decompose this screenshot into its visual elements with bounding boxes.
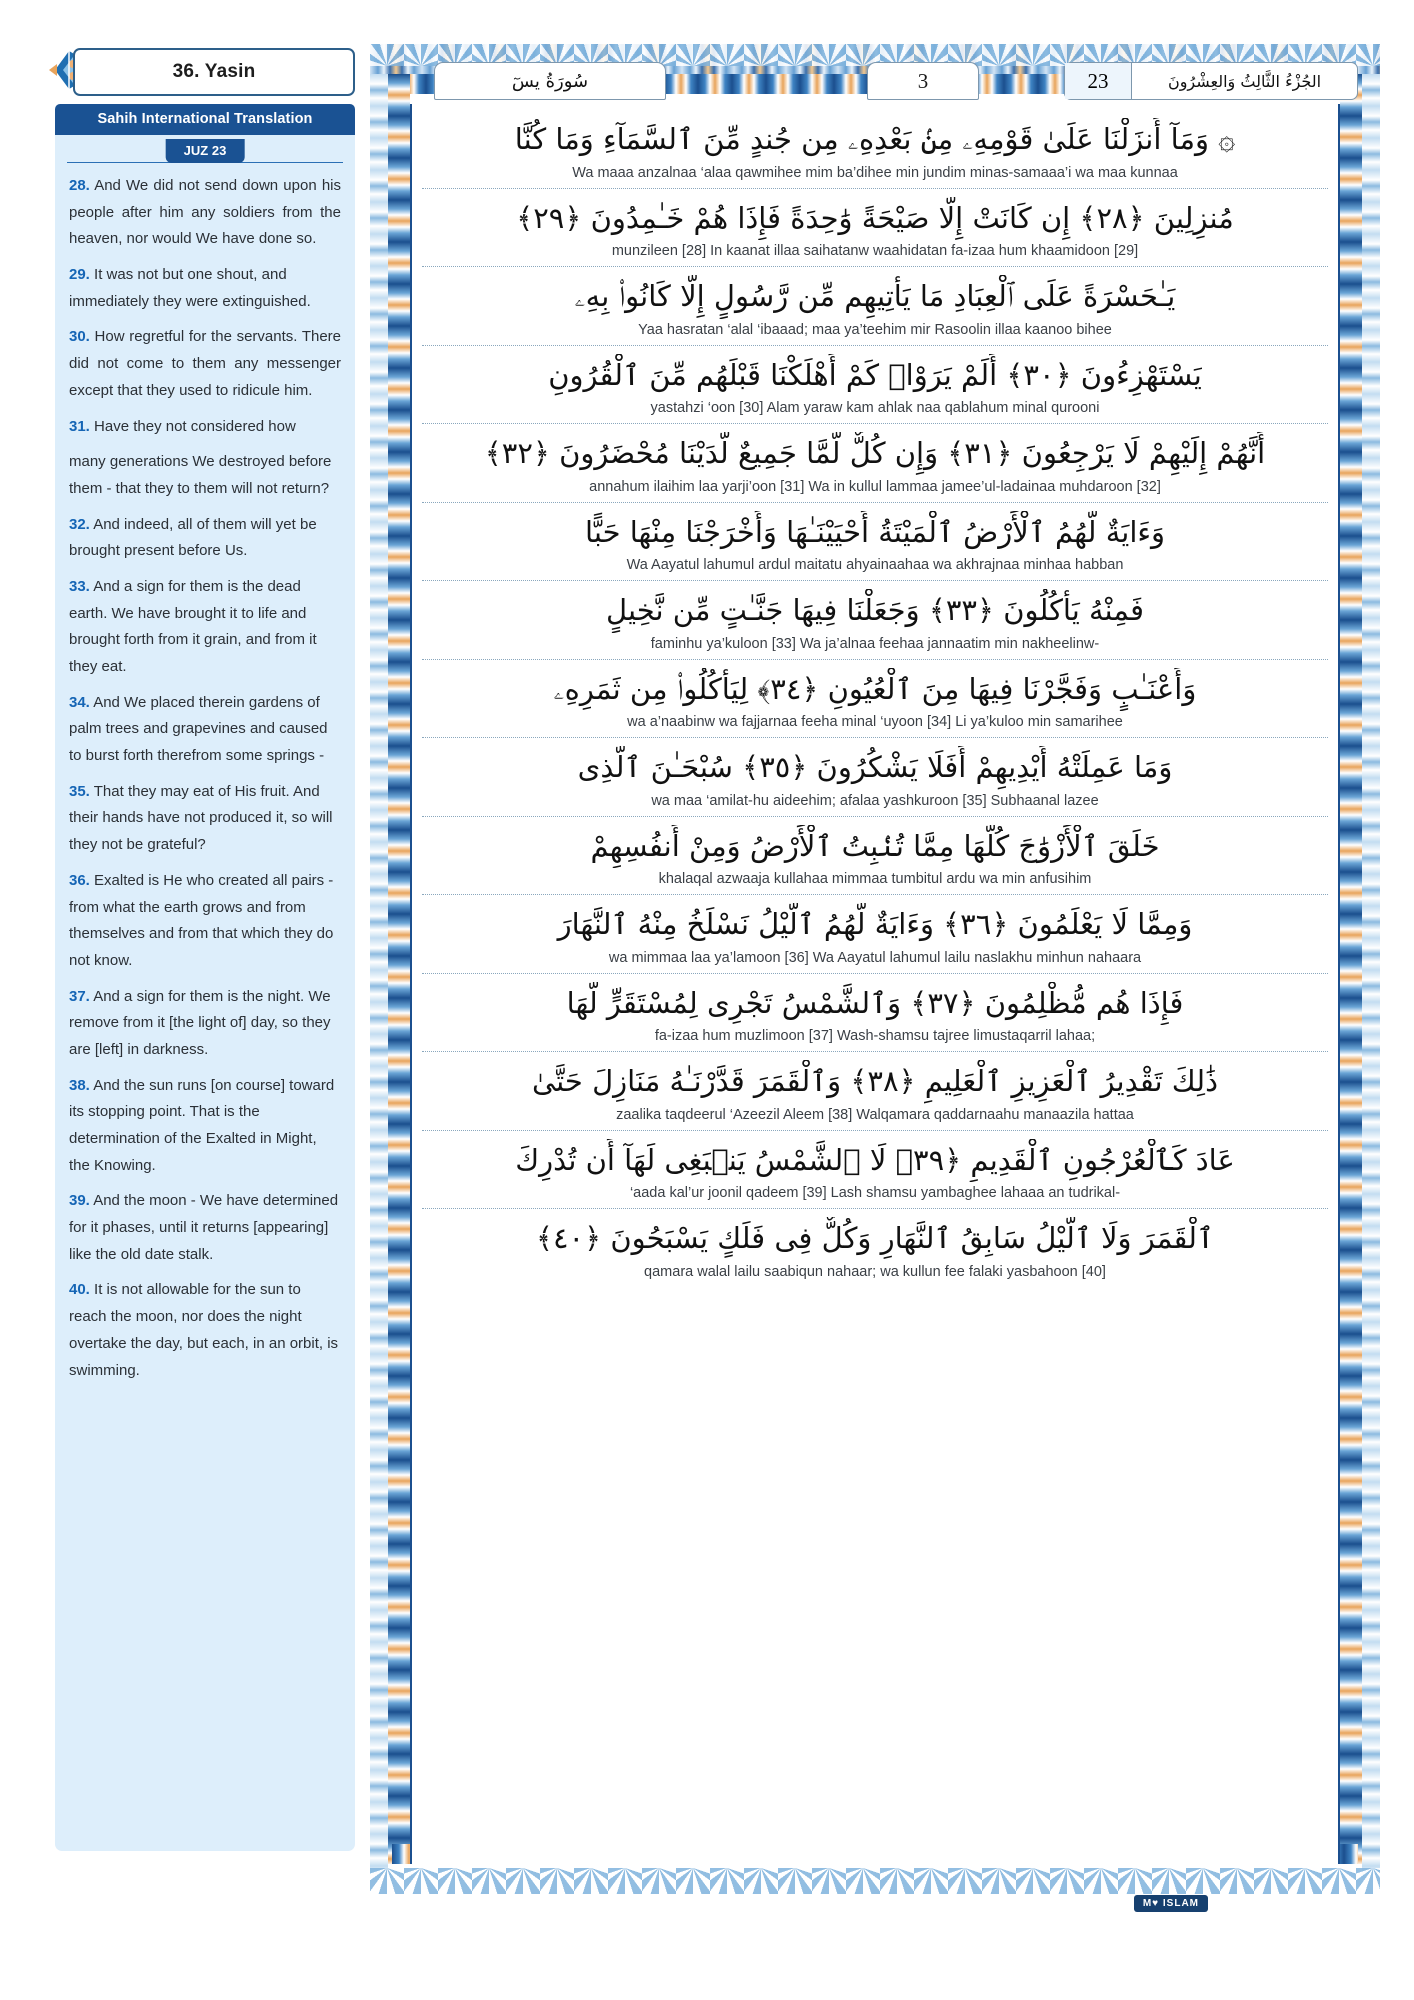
verse-text: And a sign for them is the dead earth. We have brought it to life and brought forth from it grain, and from it they eat. [69,577,317,675]
verse-paragraph [69,262,341,315]
verse-paragraph [69,1277,341,1384]
juz-number: 23 [1065,63,1132,99]
verse-number: 30. [69,328,90,346]
ayah-transliteration: Wa maaa anzalnaa ‘alaa qawmihee mim ba’dihee min jundim minas-samaaa’i wa maa kunnaa [572,164,1178,181]
verse-paragraph [69,574,341,681]
ayah-block [422,1052,1328,1131]
frame-bottom-teeth [370,1868,1380,1894]
verse-number: 38. [69,1076,90,1094]
ayah-arabic-text: يَسْتَهْزِءُونَ ﴿٣٠﴾ أَلَمْ يَرَوْا۟ كَمْ أَهْلَكْنَا قَبْلَهُم مِّنَ ٱلْقُرُونِ [548,357,1202,392]
ayah-transliteration: ‘aada kal’ur joonil qadeem [39] Lash shamsu yambaghee lahaaa an tudrikal- [629,1185,1121,1201]
ayah-block [422,1209,1328,1287]
ayah-arabic-text: ٱلْقَمَرَ وَلَا ٱلَّيْلُ سَابِقُ ٱلنَّهَارِ وَكُلٌّ فِى فَلَكٍ يَسْبَحُونَ ﴿٤٠﴾ [535,1221,1215,1255]
verse-number: 36. [69,871,90,889]
verse-paragraph [69,414,341,441]
ayah-list [410,104,1340,1864]
ayah-transliteration: qamara walal lailu saabiqun nahaar; wa kullun fee falaki yasbahoon [40] [644,1263,1106,1280]
juz-badge: JUZ 23 [166,139,245,163]
ayah-block [422,424,1328,503]
verse-text: many generations We destroyed before them - that they to them will not return? [69,453,332,497]
verse-paragraph [69,173,341,253]
verse-text: It was not but one shout, and immediately they were extinguished. [69,266,311,310]
ayah-block [422,974,1328,1053]
ayah-arabic-text: فَمِنْهُ يَأْكُلُونَ ﴿٣٣﴾ وَجَعَلْنَا فِيهَا جَنَّـٰتٍ مِّن نَّخِيلٍ [606,593,1144,627]
ayah-block [422,346,1328,425]
page-header [392,60,1358,102]
verse-text: How regretful for the servants. There did not come to them any messenger except that they used to ridicule him. [69,328,342,399]
verse-text: And indeed, all of them will yet be brought present before Us. [69,515,317,560]
juz-row [55,135,355,165]
frame-right-inner [1340,74,1362,1864]
ayah-arabic-text: فَإِذَا هُم مُّظْلِمُونَ ﴿٣٧﴾ وَٱلشَّمْسُ تَجْرِى لِمُسْتَقَرٍّ لَّهَا [566,985,1184,1020]
verse-text: Exalted is He who created all pairs - from what the earth grows and from themselves and from that which they do not know. [69,871,334,969]
frame-left-outer [370,74,388,1874]
frame-right-outer [1362,74,1380,1874]
ayah-arabic-text: وَمِمَّا لَا يَعْلَمُونَ ﴿٣٦﴾ وَءَايَةٌ لَّهُمُ ٱلَّيْلُ نَسْلَخُ مِنْهُ ٱلنَّهَارَ [557,907,1193,941]
verse-number: 31. [69,417,90,435]
surah-title-text: 36. Yasin [172,61,256,82]
ayah-transliteration: annahum ilaihim laa yarji’oon [31] Wa in kullul lammaa jamee’ul-ladainaa muhdaroon [32] [589,478,1161,495]
ayah-transliteration: yastahzi ‘oon [30] Alam yaraw kam ahlak naa qablahum minal quroonі [650,400,1100,416]
verse-text: And We placed therein gardens of palm trees and grapevines and caused to burst forth therefrom some springs - [69,693,328,765]
ayah-transliteration: faminhu ya’kuloon [33] Wa ja’alnaa feehaa jannaatim min nakheelinw- [650,635,1100,652]
verse-number: 34. [69,693,90,711]
ayah-block [422,895,1328,974]
ayah-arabic-text: ۞ وَمَآ أَنزَلْنَا عَلَىٰ قَوْمِهِۦ مِنۢ بَعْدِهِۦ مِن جُندٍ مِّنَ ٱلسَّمَآءِ وَمَا كُنَّا [514,122,1236,156]
verse-paragraph [69,1073,341,1180]
ayah-transliteration: zaalika taqdeerul ‘Azeezil Aleem [38] Walqamara qaddarnaahu manaazila hattaa [616,1106,1134,1123]
ayah-transliteration: fa-izaa hum muzlimoon [37] Wash-shamsu tajree limustaqarril lahaa; [654,1028,1096,1044]
ayah-block [422,1131,1328,1210]
ayah-transliteration: Yaa hasratan ‘alal ‘ibaaad; maa ya’teehim mir Rasoolin illaa kaanoo bihee [638,321,1112,338]
ayah-arabic-text: وَمَا عَمِلَتْهُ أَيْدِيهِمْ أَفَلَا يَشْكُرُونَ ﴿٣٥﴾ سُبْحَـٰنَ ٱلَّذِى [577,750,1173,784]
verse-paragraph [69,449,341,502]
verse-paragraph [69,779,341,859]
ayah-transliteration: munzileen [28] In kaanat illaa saihatanw waahidatan fa-izaa hum khaamidoon [29] [611,243,1139,259]
verse-text: Have they not considered how [94,417,296,435]
ayah-block [422,738,1328,817]
ayah-arabic-text: مُنزِلِينَ ﴿٢٨﴾ إِن كَانَتْ إِلَّا صَيْحَةً وَٰحِدَةً فَإِذَا هُمْ خَـٰمِدُونَ ﴿٢٩﴾ [516,200,1234,235]
verse-number: 35. [69,782,90,800]
ayah-block [422,581,1328,660]
verse-paragraph [69,868,341,975]
ayah-arabic-text: عَادَ كَٱلْعُرْجُونِ ٱلْقَدِيمِ ﴿٣٩﴾ لَا ٱلشَّمْسُ يَنۢبَغِى لَهَآ أَن تُدْرِكَ [515,1142,1235,1177]
verse-paragraph [69,324,341,404]
ayah-transliteration: wa mimmaa laa ya’lamoon [36] Wa Aayatul lahumul lailu naslakhu minhun nahaara [608,949,1142,966]
verse-number: 28. [69,177,90,194]
verse-paragraph [69,984,341,1064]
surah-name-arabic-cartouche [434,62,666,100]
page-number: 3 [917,68,929,93]
ayah-arabic-text: أَنَّهُمْ إِلَيْهِمْ لَا يَرْجِعُونَ ﴿٣١﴾ وَإِن كُلٌّ لَّمَّا جَمِيعٌ لَّدَيْنَا مُحْضَرُونَ ﴿٣٢﴾ [484,436,1266,470]
watermark-badge: M♥ ISLAM [1134,1895,1208,1912]
surah-title-box [73,48,355,96]
ayah-transliteration: Wa Aayatul lahumul ardul maitatu ahyainaahaa wa akhrajnaa minhaa habban [626,557,1124,573]
ayah-block [422,267,1328,346]
verse-number: 39. [69,1192,90,1210]
verse-text: It is not allowable for the sun to reach the moon, nor does the night overtake the day, but each, in an orbit, is swimming. [69,1281,339,1379]
verse-text: And We did not send down upon his people after him any soldiers from the heaven, nor would We have done so. [69,177,341,248]
ayah-arabic-text: وَأَعْنَـٰبٍ وَفَجَّرْنَا فِيهَا مِنَ ٱلْعُيُونِ ﴿٣٤﴾ لِيَأْكُلُوا۟ مِن ثَمَرِهِۦ [553,671,1197,706]
ayah-block [422,817,1328,896]
surah-name-arabic: سُورَةُ يسٓ [511,70,589,92]
ayah-transliteration: khalaqal azwaaja kullahaa mimmaa tumbitul ardu wa min anfusihim [658,871,1092,887]
ayah-block [422,189,1328,268]
verse-paragraph [69,1188,341,1268]
ayah-block [422,110,1328,189]
verse-text: And the sun runs [on course] toward its stopping point. That is the determination of the Exalted in Might, the Knowing. [69,1076,335,1174]
ayah-arabic-text: خَلَقَ ٱلْأَزْوَٰجَ كُلَّهَا مِمَّا تُنۢبِتُ ٱلْأَرْضُ وَمِنْ أَنفُسِهِمْ [590,828,1160,863]
ayah-transliteration: wa a’naabinw wa fajjarnaa feeha minal ‘uyoon [34] Li ya’kuloo min samarihee [627,714,1123,730]
verse-list [55,165,355,1384]
mushaf-panel [370,44,1380,1916]
verse-number: 32. [69,515,90,533]
page-number-cartouche [867,62,979,100]
verse-text: That they may eat of His fruit. And their hands have not produced it, so will they not be grateful? [69,782,333,854]
verse-number: 29. [69,266,90,284]
verse-number: 33. [69,577,90,595]
ayah-block [422,503,1328,582]
frame-left-inner [388,74,410,1864]
translation-source-label: Sahih International Translation [55,104,355,135]
juz-name-arabic: الجُزْءُ الثَّالِثُ وَالعِشْرُونَ [1167,71,1322,91]
verse-paragraph [69,690,341,770]
ayah-arabic-text: وَءَايَةٌ لَّهُمُ ٱلْأَرْضُ ٱلْمَيْتَةُ أَحْيَيْنَـٰهَا وَأَخْرَجْنَا مِنْهَا حَبًّا [584,514,1166,549]
verse-paragraph [69,512,341,565]
surah-title-bar [73,48,355,94]
juz-cartouche [1064,62,1358,100]
verse-text: And the moon - We have determined for it phases, until it returns [appearing] like the old date stalk. [69,1192,339,1263]
ayah-arabic-text: ذَٰلِكَ تَقْدِيرُ ٱلْعَزِيزِ ٱلْعَلِيمِ ﴿٣٨﴾ وَٱلْقَمَرَ قَدَّرْنَـٰهُ مَنَازِلَ حَتَّىٰ [532,1064,1218,1098]
ayah-arabic-text: يَـٰحَسْرَةً عَلَى ٱلْعِبَادِ مَا يَأْتِيهِم مِّن رَّسُولٍ إِلَّا كَانُوا۟ بِهِۦ [574,279,1176,313]
translation-panel [55,135,355,1851]
ayah-block [422,660,1328,739]
verse-text: And a sign for them is the night. We remove from it [the light of] day, so they are [left] in darkness. [69,987,331,1058]
verse-number: 37. [69,987,90,1005]
verse-number: 40. [69,1281,90,1299]
translation-sidebar [55,48,355,1910]
ayah-transliteration: wa maa ‘amilat-hu aideehim; afalaa yashkuroon [35] Subhaanal lazee [651,792,1099,809]
